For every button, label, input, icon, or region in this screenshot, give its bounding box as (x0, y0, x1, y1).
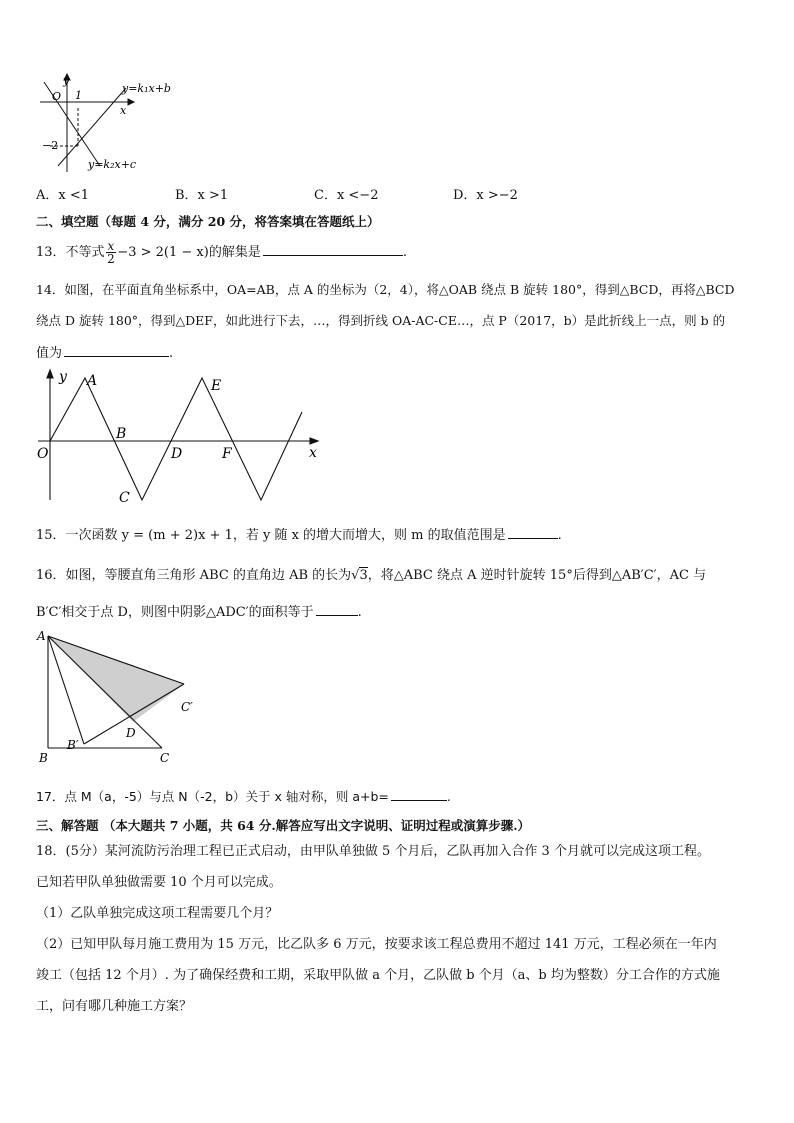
q12-option-a: A．x <1 (36, 188, 90, 203)
q13-denominator: 2 (107, 252, 115, 266)
q13-inequality: −3 > 2(1 − x) (117, 245, 209, 260)
q12-option-c: C．x <−2 (314, 188, 379, 203)
graph3-label-d: D (126, 726, 136, 740)
q16-line2: B′C′相交于点 D，则图中阴影△ADC′的面积等于 . (36, 605, 362, 620)
q13: 13．不等式 $\frac{x}{2}$ −3 > 2(1 − x)的解集是 . (36, 239, 407, 266)
q13-numerator: x (107, 239, 115, 253)
graph3-label-c: C (160, 751, 170, 765)
graph2-x-label: x (309, 445, 317, 461)
graph1-line2-label: y=k₂x+c (88, 158, 137, 171)
q17-text: 17．点 M（a，-5）与点 N（-2，b）关于 x 轴对称，则 a+b= (36, 789, 389, 804)
graph2-label-o: O (37, 446, 49, 462)
q18-line2: 已知若甲队单独做需要 10 个月可以完成。 (36, 875, 282, 890)
rotated-triangles-figure (34, 624, 214, 768)
graph3-label-a: A (37, 629, 46, 643)
q16-answer-blank (316, 603, 358, 616)
graph1-x-label: x (120, 104, 127, 117)
q16-line2-text: B′C′相交于点 D，则图中阴影△ADC′的面积等于 (36, 605, 314, 620)
q13-suffix: 的解集是 (208, 245, 261, 260)
graph1-line1-label: y=k₁x+b (122, 82, 171, 95)
q15: 15．一次函数 y = (m + 2)x + 1，若 y 随 x 的增大而增大，则 m 的取值范围是 . (36, 528, 562, 543)
q15-answer-blank (508, 526, 558, 539)
q18-sub2-line1: （2）已知甲队每月施工费用为 15 万元，比乙队多 6 万元，按要求该工程总费用不超过 141 万元，工程必须在一年内 (36, 937, 717, 952)
sqrt-symbol: √ (351, 568, 360, 583)
graph1-tick-1: 1 (75, 89, 82, 102)
q14-line3-text: 值为 (36, 346, 63, 361)
q16-line1a: 16．如图，等腰直角三角形 ABC 的直角边 AB 的长为 (36, 568, 352, 583)
graph2-label-b: B (116, 426, 127, 442)
q16-sqrt-radicand: 3 (359, 568, 368, 583)
q13-answer-blank (263, 243, 403, 256)
section3-heading: 三、解答题 （本大题共 7 小题，共 64 分.解答应写出文字说明、证明过程或演算步骤.） (36, 818, 531, 833)
graph2-label-c: C (119, 490, 130, 506)
q17: 17．点 M（a，-5）与点 N（-2，b）关于 x 轴对称，则 a+b= . (36, 789, 451, 804)
graph2-label-e: E (211, 378, 222, 394)
q14-answer-blank (64, 344, 169, 357)
section2-heading: 二、填空题（每题 4 分，满分 20 分，将答案填在答题纸上） (36, 214, 380, 229)
graph2-y-label: y (59, 369, 67, 385)
q18-sub2-line3: 工，问有哪几种施工方案？ (36, 999, 193, 1014)
q17-answer-blank (391, 788, 447, 801)
graph1-tick-minus2: −2 (42, 139, 59, 152)
q13-prefix: 13．不等式 (36, 245, 105, 260)
linear-functions-graph (30, 72, 200, 180)
q12-option-b: B．x >1 (175, 188, 229, 203)
graph2-label-d: D (171, 446, 183, 462)
graph3-label-b: B (39, 751, 48, 765)
q16-line1 (36, 568, 706, 584)
q18-line1: 18．(5分）某河流防污治理工程已正式启动，由甲队单独做 5 个月后，乙队再加入合作 3 个月就可以完成这项工程。 (36, 844, 710, 859)
graph3-label-c-prime: C′ (181, 700, 193, 714)
q16-line1b: ，将△ABC 绕点 A 逆时针旋转 15°后得到△AB′C′，AC 与 (367, 568, 707, 583)
q18-sub2-line2: 竣工（包括 12 个月）. 为了确保经费和工期，采取甲队做 a 个月，乙队做 b 个月（a、b 均为整数）分工合作的方式施 (36, 968, 720, 983)
q14-line1: 14．如图，在平面直角坐标系中，OA=AB，点 A 的坐标为（2，4），将△OAB 绕点 B 旋转 180°，得到△BCD，再将△BCD (36, 282, 735, 297)
q13-fraction (106, 240, 117, 265)
zigzag-polyline-graph (34, 366, 330, 506)
q15-text: 15．一次函数 y = (m + 2)x + 1，若 y 随 x 的增大而增大，则 m 的取值范围是 (36, 528, 506, 543)
q18-sub1: （1）乙队单独完成这项工程需要几个月？ (36, 906, 279, 921)
graph3-label-b-prime: B′ (67, 738, 79, 752)
graph2-label-a: A (87, 373, 98, 389)
q12-option-d: D．x >−2 (453, 188, 518, 203)
graph1-origin-label: O (52, 90, 62, 103)
graph2-label-f: F (222, 446, 232, 462)
graph1-y-label: y (63, 74, 70, 87)
q14-line3: 值为 . (36, 346, 174, 361)
q14-line2: 绕点 D 旋转 180°，得到△DEF，如此进行下去，…，得到折线 OA-AC-CE…，点 P（2017，b）是此折线上一点，则 b 的 (36, 313, 726, 328)
